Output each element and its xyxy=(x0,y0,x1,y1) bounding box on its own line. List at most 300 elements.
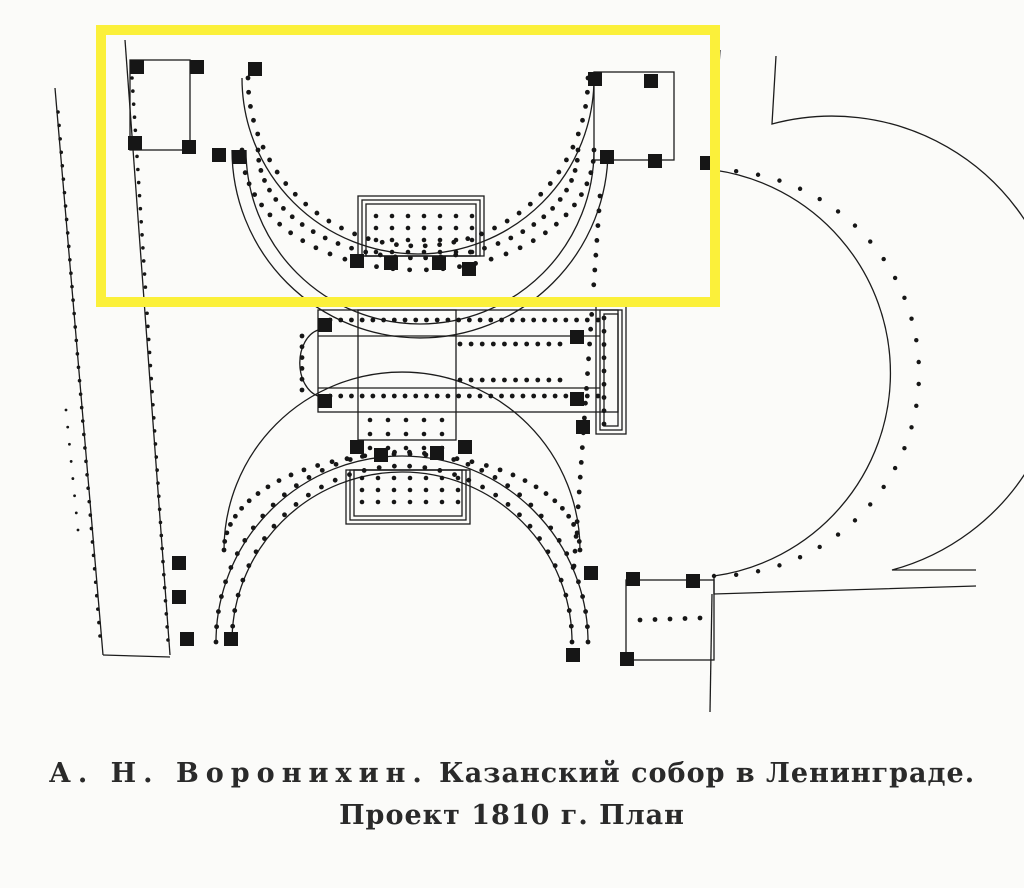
column-dot xyxy=(63,191,67,195)
column-dot xyxy=(602,369,607,374)
column-dot xyxy=(413,394,418,399)
pier-block xyxy=(430,446,444,460)
pier-block xyxy=(566,648,580,662)
column-dot xyxy=(155,468,159,472)
column-dot xyxy=(140,233,144,237)
column-dot xyxy=(151,403,155,407)
pier-block xyxy=(648,154,662,168)
column-dot xyxy=(300,355,305,360)
column-dot xyxy=(320,468,325,473)
column-dot xyxy=(394,242,399,247)
column-dot xyxy=(465,236,470,241)
column-dot xyxy=(777,178,781,182)
column-dot xyxy=(407,464,412,469)
column-dot xyxy=(243,170,248,175)
column-dot xyxy=(591,282,596,287)
column-dot xyxy=(289,473,294,478)
column-dot xyxy=(251,118,256,123)
column-dot xyxy=(376,488,381,493)
caption-line-2: Проект 1810 г. План xyxy=(339,800,685,831)
column-dot xyxy=(76,352,80,356)
column-dot xyxy=(143,272,147,276)
column-dot xyxy=(440,500,445,505)
column-dot xyxy=(408,476,413,481)
column-dot xyxy=(214,624,219,629)
column-dot xyxy=(406,250,411,255)
column-dot xyxy=(424,318,429,323)
column-dot xyxy=(96,607,100,611)
column-dot xyxy=(256,148,261,153)
column-dot xyxy=(139,207,143,211)
column-dot xyxy=(70,460,73,463)
column-dot xyxy=(65,409,68,412)
column-dot xyxy=(390,226,395,231)
column-dot xyxy=(553,563,558,568)
column-dot xyxy=(339,226,344,231)
column-dot xyxy=(323,236,328,241)
pier-block xyxy=(462,262,476,276)
column-dot xyxy=(345,456,350,461)
column-dot xyxy=(136,168,140,172)
column-dot xyxy=(80,406,84,410)
column-dot xyxy=(668,617,673,622)
column-dot xyxy=(592,148,597,153)
column-dot xyxy=(517,492,522,497)
column-dot xyxy=(909,316,913,320)
column-dot xyxy=(360,454,365,459)
column-dot xyxy=(881,257,885,261)
column-dot xyxy=(505,483,510,488)
column-dot xyxy=(881,485,885,489)
south-colonnade-wall-arc xyxy=(224,372,580,550)
column-dot xyxy=(252,192,257,197)
column-dot xyxy=(531,222,536,227)
column-dot xyxy=(756,173,760,177)
column-dot xyxy=(288,230,293,235)
column-dot xyxy=(596,318,601,323)
column-dot xyxy=(360,476,365,481)
column-dot xyxy=(97,621,101,625)
pier-block xyxy=(644,74,658,88)
column-dot xyxy=(602,316,607,321)
column-dot xyxy=(559,578,564,583)
column-dot xyxy=(246,76,251,81)
column-dot xyxy=(510,394,515,399)
column-dot xyxy=(438,238,443,243)
column-dot xyxy=(583,104,588,109)
column-dot xyxy=(817,545,821,549)
column-dot xyxy=(307,475,312,480)
column-dot xyxy=(578,548,583,553)
east-square-inner-arc xyxy=(714,170,890,576)
column-dot xyxy=(216,609,221,614)
column-dot xyxy=(376,500,381,505)
column-dot xyxy=(836,209,840,213)
column-dot xyxy=(254,549,259,554)
column-dot xyxy=(408,243,413,248)
pier-block xyxy=(570,392,584,406)
column-dot xyxy=(281,206,286,211)
pier-block xyxy=(130,60,144,74)
column-dot xyxy=(160,534,164,538)
column-dot xyxy=(531,238,536,243)
column-dot xyxy=(438,250,443,255)
column-dot xyxy=(437,242,442,247)
column-dot xyxy=(370,318,375,323)
column-dot xyxy=(594,238,599,243)
column-dot xyxy=(77,529,80,532)
column-dot xyxy=(248,104,253,109)
column-dot xyxy=(470,226,475,231)
pier-block xyxy=(384,256,398,270)
column-dot xyxy=(157,494,161,498)
column-dot xyxy=(223,579,228,584)
column-dot xyxy=(152,416,156,420)
column-dot xyxy=(499,394,504,399)
left-street-line-bottom xyxy=(103,655,170,657)
column-dot xyxy=(247,181,252,186)
column-dot xyxy=(268,212,273,217)
column-dot xyxy=(315,463,320,468)
column-dot xyxy=(893,276,897,280)
pier-block xyxy=(620,652,634,666)
column-dot xyxy=(602,395,607,400)
column-dot xyxy=(271,503,276,508)
column-dot xyxy=(79,392,83,396)
column-dot xyxy=(293,192,298,197)
pier-block xyxy=(318,318,332,332)
column-dot xyxy=(390,214,395,219)
column-dot xyxy=(94,580,98,584)
column-dot xyxy=(564,551,569,556)
column-dot xyxy=(333,478,338,483)
pier-block xyxy=(128,136,142,150)
column-dot xyxy=(92,554,96,558)
column-dot xyxy=(133,115,137,119)
column-dot xyxy=(440,418,445,423)
column-dot xyxy=(556,170,561,175)
column-dot xyxy=(592,268,597,273)
column-dot xyxy=(423,255,428,260)
column-dot xyxy=(277,478,282,483)
column-dot xyxy=(422,446,427,451)
column-dot xyxy=(893,466,897,470)
column-dot xyxy=(368,418,373,423)
pier-block xyxy=(600,150,614,164)
column-dot xyxy=(602,382,607,387)
column-dot xyxy=(467,394,472,399)
column-dot xyxy=(546,549,551,554)
column-dot xyxy=(446,318,451,323)
column-dot xyxy=(493,475,498,480)
column-dot xyxy=(392,394,397,399)
column-dot xyxy=(596,394,601,399)
column-dot xyxy=(403,318,408,323)
column-dot xyxy=(380,240,385,245)
column-dot xyxy=(777,563,781,567)
column-dot xyxy=(362,468,367,473)
column-dot xyxy=(438,226,443,231)
column-dot xyxy=(273,197,278,202)
column-dot xyxy=(513,342,518,347)
column-dot xyxy=(576,504,581,509)
column-dot xyxy=(352,231,357,236)
column-dot xyxy=(66,426,69,429)
column-dot xyxy=(300,388,305,393)
column-dot xyxy=(408,488,413,493)
column-dot xyxy=(66,231,70,235)
column-dot xyxy=(579,460,584,465)
column-dot xyxy=(137,181,141,185)
column-dot xyxy=(902,296,906,300)
column-dot xyxy=(571,522,576,527)
column-dot xyxy=(251,525,256,530)
column-dot xyxy=(580,594,585,599)
column-dot xyxy=(480,378,485,383)
column-dot xyxy=(558,197,563,202)
column-dot xyxy=(520,229,525,234)
column-dot xyxy=(517,512,522,517)
column-dot xyxy=(456,318,461,323)
column-dot xyxy=(154,442,158,446)
column-dot xyxy=(368,446,373,451)
column-dot xyxy=(424,476,429,481)
column-dot xyxy=(638,618,643,623)
column-dot xyxy=(602,355,607,360)
column-dot xyxy=(446,394,451,399)
column-dot xyxy=(456,394,461,399)
column-dot xyxy=(423,243,428,248)
column-dot xyxy=(156,481,160,485)
column-dot xyxy=(422,214,427,219)
pier-block xyxy=(172,556,186,570)
pier-block xyxy=(350,440,364,454)
column-dot xyxy=(523,478,528,483)
column-dot xyxy=(528,524,533,529)
column-dot xyxy=(554,222,559,227)
column-dot xyxy=(576,579,581,584)
column-dot xyxy=(571,145,576,150)
column-dot xyxy=(569,624,574,629)
column-dot xyxy=(71,477,74,480)
column-dot xyxy=(259,203,264,208)
column-dot xyxy=(579,192,584,197)
column-dot xyxy=(584,181,589,186)
column-dot xyxy=(538,192,543,197)
column-dot xyxy=(756,569,760,573)
column-dot xyxy=(602,329,607,334)
column-dot xyxy=(479,468,484,473)
column-dot xyxy=(537,536,542,541)
column-dot xyxy=(588,327,593,332)
column-dot xyxy=(56,110,60,114)
column-dot xyxy=(214,640,219,645)
column-dot xyxy=(260,514,265,519)
column-dot xyxy=(160,547,164,551)
column-dot xyxy=(580,118,585,123)
column-dot xyxy=(73,494,76,497)
column-dot xyxy=(376,476,381,481)
column-dot xyxy=(535,342,540,347)
column-dot xyxy=(585,318,590,323)
column-dot xyxy=(524,378,529,383)
column-dot xyxy=(75,511,78,514)
column-dot xyxy=(580,445,585,450)
pier-block xyxy=(224,632,238,646)
column-dot xyxy=(437,468,442,473)
column-dot xyxy=(262,536,267,541)
column-dot xyxy=(319,485,324,490)
column-dot xyxy=(360,394,365,399)
column-dot xyxy=(566,514,571,519)
column-dot xyxy=(548,525,553,530)
column-dot xyxy=(390,250,395,255)
column-dot xyxy=(349,318,354,323)
column-dot xyxy=(61,164,65,168)
column-dot xyxy=(528,202,533,207)
column-dot xyxy=(138,194,142,198)
pier-block xyxy=(212,148,226,162)
column-dot xyxy=(148,351,152,355)
column-dot xyxy=(573,549,578,554)
caption-line-1 xyxy=(0,758,1024,789)
column-dot xyxy=(258,168,263,173)
column-dot xyxy=(491,342,496,347)
column-dot xyxy=(454,238,459,243)
column-dot xyxy=(378,253,383,258)
column-dot xyxy=(165,612,169,616)
column-dot xyxy=(261,145,266,150)
column-dot xyxy=(407,267,412,272)
column-dot xyxy=(470,459,475,464)
column-dot xyxy=(508,236,513,241)
column-dot xyxy=(513,378,518,383)
column-dot xyxy=(424,394,429,399)
column-dot xyxy=(422,238,427,243)
column-dot xyxy=(493,493,498,498)
column-dot xyxy=(591,159,596,164)
column-dot xyxy=(528,503,533,508)
column-dot xyxy=(368,432,373,437)
column-dot xyxy=(230,624,235,629)
column-dot xyxy=(90,527,94,531)
column-dot xyxy=(150,390,154,394)
pier-block xyxy=(190,60,204,74)
column-dot xyxy=(233,514,238,519)
column-dot xyxy=(142,259,146,263)
column-dot xyxy=(78,379,82,383)
column-dot xyxy=(853,518,857,522)
column-dot xyxy=(300,238,305,243)
column-dot xyxy=(518,245,523,250)
column-dot xyxy=(374,226,379,231)
column-dot xyxy=(574,318,579,323)
column-dot xyxy=(440,432,445,437)
column-dot xyxy=(440,476,445,481)
column-dot xyxy=(576,148,581,153)
column-dot xyxy=(334,462,339,467)
column-dot xyxy=(370,394,375,399)
column-dot xyxy=(572,203,577,208)
column-dot xyxy=(146,325,150,329)
column-dot xyxy=(347,472,352,477)
column-dot xyxy=(456,476,461,481)
column-dot xyxy=(422,226,427,231)
column-dot xyxy=(68,258,72,262)
column-dot xyxy=(408,452,413,457)
column-dot xyxy=(563,318,568,323)
column-dot xyxy=(587,342,592,347)
east-square-outer-boundary xyxy=(772,56,1024,570)
column-dot xyxy=(496,241,501,246)
column-dot xyxy=(256,491,261,496)
column-dot xyxy=(164,599,168,603)
column-dot xyxy=(392,452,397,457)
column-dot xyxy=(290,214,295,219)
column-dot xyxy=(916,382,920,386)
column-dot xyxy=(275,170,280,175)
column-dot xyxy=(557,538,562,543)
column-dot xyxy=(573,168,578,173)
column-dot xyxy=(542,394,547,399)
column-dot xyxy=(342,257,347,262)
column-dot xyxy=(93,567,97,571)
column-dot xyxy=(546,378,551,383)
column-dot xyxy=(588,170,593,175)
column-dot xyxy=(466,462,471,467)
column-dot xyxy=(282,512,287,517)
column-dot xyxy=(499,318,504,323)
column-dot xyxy=(593,253,598,258)
column-dot xyxy=(64,204,68,208)
column-dot xyxy=(59,151,63,155)
column-dot xyxy=(423,452,428,457)
column-dot xyxy=(162,573,166,577)
column-dot xyxy=(406,238,411,243)
column-dot xyxy=(311,229,316,234)
column-dot xyxy=(392,464,397,469)
column-dot xyxy=(403,394,408,399)
column-dot xyxy=(282,492,287,497)
column-dot xyxy=(422,465,427,470)
column-dot xyxy=(408,255,413,260)
column-dot xyxy=(564,158,569,163)
pier-block xyxy=(626,572,640,586)
column-dot xyxy=(232,608,237,613)
column-dot xyxy=(246,563,251,568)
column-dot xyxy=(585,90,590,95)
north-east-pavilion xyxy=(594,72,674,160)
column-dot xyxy=(585,371,590,376)
column-dot xyxy=(360,488,365,493)
column-dot xyxy=(67,245,71,249)
column-dot xyxy=(300,366,305,371)
column-dot xyxy=(95,594,99,598)
column-dot xyxy=(836,532,840,536)
column-dot xyxy=(266,484,271,489)
pier-block xyxy=(182,140,196,154)
column-dot xyxy=(653,617,658,622)
column-dot xyxy=(712,574,716,578)
column-dot xyxy=(147,338,151,342)
pier-block xyxy=(318,394,332,408)
column-dot xyxy=(569,178,574,183)
column-dot xyxy=(62,177,66,181)
column-dot xyxy=(596,223,601,228)
column-dot xyxy=(868,502,872,506)
column-dot xyxy=(75,339,79,343)
column-dot xyxy=(360,500,365,505)
